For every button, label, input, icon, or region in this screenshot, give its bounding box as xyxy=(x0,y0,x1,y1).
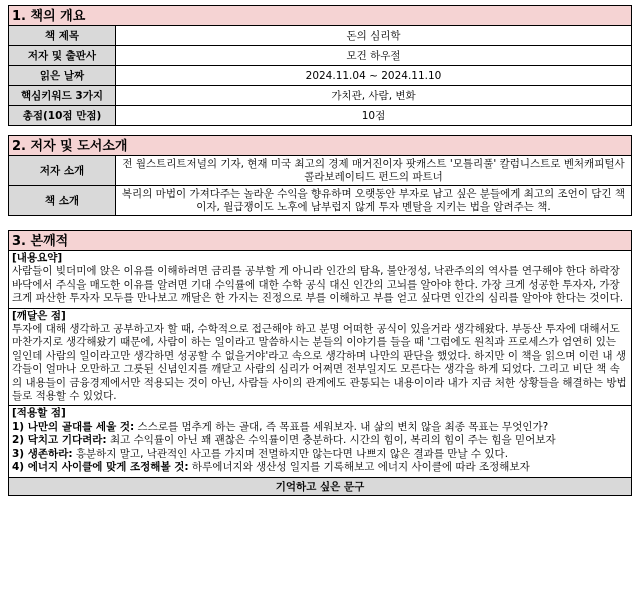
value-date: 2024.11.04 ~ 2024.11.10 xyxy=(116,66,632,86)
overview-row-title xyxy=(9,26,632,46)
realize-block xyxy=(8,309,632,407)
label-date: 읽은 날짜 xyxy=(9,66,116,86)
apply-item-1: 1) 나만의 골대를 세울 것: 스스로를 멈추게 하는 골대, 즉 목표를 세워보자. 내 삶의 변치 않을 최종 목표는 무엇인가? xyxy=(12,420,549,433)
overview-table xyxy=(8,26,632,126)
summary-block xyxy=(8,251,632,309)
summary-text: 사람들이 빚더미에 앉은 이유를 이해하려면 금리를 공부할 게 아니라 인간의 탐욕, 불안정성, 낙관주의의 역사를 연구해야 한다 하락장 바닥에서 주식을 매도한 이유를 알려면 기대 수익률에 대한 수학 공식 대신 인간의 고뇌를 알아야 한다. 가장 크게 성공한 투자자, 가장 크게 파산한 투자자 모두를 만나보고 깨달은 한 가지는 진정으로 부를 이해하고 부를 얻고 싶다면 인간의 심리를 알아야 한다는 것이다. xyxy=(12,265,624,305)
value-title: 돈의 심리학 xyxy=(116,26,632,46)
label-author-intro: 저자 소개 xyxy=(9,156,116,186)
label-score: 총점(10점 만점) xyxy=(9,106,116,126)
value-book-intro: 복리의 마법이 가져다주는 놀라운 수익을 향유하며 오랫동안 부자로 남고 싶은 분들에게 최고의 조언이 담긴 책이자, 월급쟁이도 노후에 남부럽지 않게 투자 멘탈을 지키는 법을 알려주는 책. xyxy=(116,186,632,216)
overview-row-score xyxy=(9,106,632,126)
apply-item-2: 2) 닥치고 기다려라: 최고 수익률이 아닌 꽤 괜찮은 수익률이면 충분하다. 시간의 힘이, 복리의 힘이 주는 힘을 믿어보자 xyxy=(12,434,556,447)
intro-row-book xyxy=(9,186,632,216)
overview-row-author xyxy=(9,46,632,66)
book-report-sheet xyxy=(8,5,632,496)
summary-title: [내용요약] xyxy=(12,252,63,264)
apply-block xyxy=(8,406,632,477)
apply-title: [적용할 점] xyxy=(12,407,66,420)
section1-heading: 1. 책의 개요 xyxy=(8,5,632,26)
overview-row-keywords xyxy=(9,86,632,106)
memorable-quote-header: 기억하고 싶은 문구 xyxy=(8,478,632,496)
label-author: 저자 및 출판사 xyxy=(9,46,116,66)
section3-heading: 3. 본깨적 xyxy=(8,230,632,251)
overview-row-date xyxy=(9,66,632,86)
value-author-intro: 전 월스트리트저널의 기자, 현재 미국 최고의 경제 매거진이자 팟캐스트 '모틀리풀' 칼럼니스트로 벤처캐피털사 콜라보레이티드 펀드의 파트너 xyxy=(116,156,632,186)
label-book-intro: 책 소개 xyxy=(9,186,116,216)
section2-heading: 2. 저자 및 도서소개 xyxy=(8,135,632,156)
intro-row-author xyxy=(9,156,632,186)
intro-table xyxy=(8,156,632,216)
label-title: 책 제목 xyxy=(9,26,116,46)
value-score: 10점 xyxy=(116,106,632,126)
realize-title: [깨달은 점] xyxy=(12,309,66,322)
value-keywords: 가치관, 사람, 변화 xyxy=(116,86,632,106)
value-author: 모건 하우절 xyxy=(116,46,632,66)
realize-text: 투자에 대해 생각하고 공부하고자 할 때, 수학적으로 접근해야 하고 분명 어떠한 공식이 있을거라 생각해왔다. 부동산 투자에 대해서도 마찬가지로 생각해왔기 때문에, 사람이 하는 일이라고 말씀하시는 분들의 이야기를 들을 때 '그럼에도 원칙과 프로세스가 엄연히 있는 일인데 사람의 일이라고만 생각하면 성공할 수 없을거야'라고 속으로 생각하며 나만의 판단을 했었다. 하지만 이 책을 읽으며 이런 내 생각들이 얼마나 오만하고 그릇된 신념인지를 깨닫고 사람의 심리가 어쩌면 전부일지도 모른다는 생각을 하게 되었다. 그리고 비단 책 속의 내용들이 금융경제에서만 적용되는 것이 아닌, 사람들 사이의 관계에도 관통되는 내용이이라 내가 지금 처한 상황들을 해결하는 방법들로 적용할 수 있었다. xyxy=(12,323,627,403)
label-keywords: 핵심키워드 3가지 xyxy=(9,86,116,106)
apply-item-4: 4) 에너지 사이클에 맞게 조정해볼 것: 하루에너지와 생산성 일지를 기록해보고 에너지 사이클에 따라 조정해보자 xyxy=(12,461,530,474)
apply-item-3: 3) 생존하라: 흥분하지 말고, 낙관적인 사고를 가지며 전멸하지만 않는다면 나쁘지 않은 결과를 만날 수 있다. xyxy=(12,447,509,460)
